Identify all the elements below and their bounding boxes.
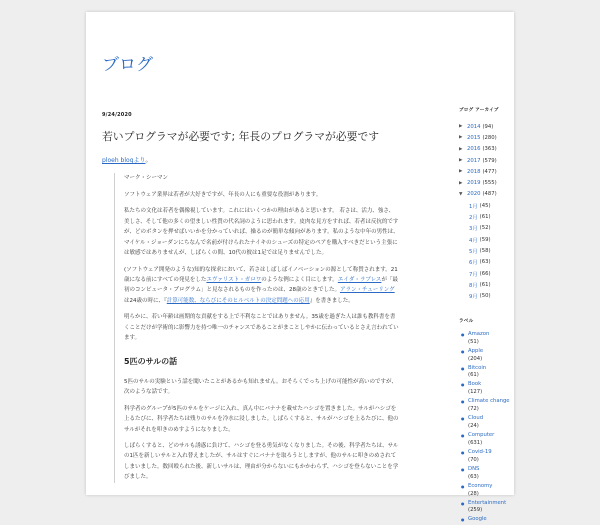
post-source [102, 155, 400, 164]
label-link[interactable]: Google [468, 516, 487, 523]
label-item [459, 516, 511, 524]
archive-count: (45) [479, 202, 491, 209]
label-count: (72) [468, 406, 479, 413]
archive-month [469, 245, 511, 256]
label-item [459, 432, 511, 448]
archive-month-link[interactable]: 5月 [469, 248, 478, 255]
bullet-icon: ● [461, 500, 465, 506]
archive-count: (52) [479, 225, 491, 232]
bullet-icon: ● [461, 365, 465, 371]
paragraph-6: 科学者のグループが5匹のサルをケージに入れ、真ん中にバナナを載せたハシゴを置きました。サルがハシゴを上るたびに、科学者たちは残りのサルを冷水に浸しました。しばらくすると、サルがハシゴを上るたびに、他のサルがそれを叩きのめすようになりました。 [124, 405, 399, 433]
archive-month-link[interactable]: 9月 [469, 294, 478, 301]
bullet-icon: ● [461, 466, 465, 472]
archive-year [459, 177, 511, 188]
paragraph-3-text-b: のような例によく目にします。 [261, 276, 338, 283]
archive-year [459, 121, 511, 132]
label-link[interactable]: Computer [468, 432, 495, 438]
blog-page [86, 12, 514, 523]
archive-month [469, 234, 511, 245]
archive-year [459, 132, 511, 143]
paragraph-3-text-d: は24歳の時に、『 [124, 297, 167, 304]
archive-month [469, 257, 511, 268]
archive-count: (94) [482, 123, 494, 130]
archive-heading: ブログ アーカイブ [459, 108, 499, 113]
archive-month-link[interactable]: 1月 [469, 203, 478, 210]
expand-arrow-icon[interactable]: ▶ [459, 180, 463, 186]
author-line: マーク・シーマン [124, 175, 169, 182]
archive-year-link[interactable]: 2018 [467, 168, 481, 175]
label-count: (70) [468, 456, 479, 463]
post-quote [114, 173, 399, 482]
archive-month-link[interactable]: 3月 [469, 226, 478, 233]
label-link[interactable]: Book [468, 381, 482, 388]
label-count: (204) [468, 355, 483, 362]
label-link[interactable]: DNS [468, 465, 480, 472]
label-link[interactable]: Covid-19 [468, 448, 492, 455]
archive-month [469, 268, 511, 279]
label-item [459, 381, 511, 397]
paragraph-7: しばらくすると、どのサルも誘惑に負けて、ハシゴを登る勇気がなくなりました。その後、科学者たちは、サルの1匹を新しいサルと入れ替えましたが、サルはすぐにバナナを取ろうとしますが、他のサルに叩きのめされてしまいました。数回殴られた後、新しいサルは、理由が分からないにもかかわらず、ハシゴを登らないことを学びました。 [124, 442, 399, 481]
archive-count: (66) [479, 270, 491, 277]
bullet-icon: ● [461, 433, 465, 438]
expand-arrow-icon[interactable]: ▶ [459, 135, 463, 141]
source-link[interactable]: ploeh blogより [102, 157, 146, 165]
paragraph-3 [124, 265, 399, 307]
archive-month-link[interactable]: 6月 [469, 260, 478, 267]
paragraph-5: 5匹のサルの実験という話を聞いたことがあるかも知れません。おそらくでっち上げの可能性が高いのですが、次のような話です。 [124, 378, 398, 396]
archive-year-link[interactable]: 2014 [467, 123, 481, 130]
label-count: (61) [468, 372, 479, 379]
archive-year-link[interactable]: 2017 [467, 157, 481, 164]
label-item [459, 398, 511, 414]
label-count: (259) [468, 507, 483, 514]
archive-count: (555) [482, 180, 497, 187]
archive-count: (50) [479, 293, 491, 300]
archive-count: (477) [482, 168, 497, 175]
source-suffix: 。 [145, 157, 152, 165]
label-link[interactable]: Apple [468, 347, 484, 354]
archive-month-link[interactable]: 4月 [469, 237, 478, 244]
expand-arrow-icon[interactable]: ▶ [459, 146, 463, 152]
paragraph-3-text-e: 』を書きました。 [309, 297, 354, 304]
bullet-icon: ● [461, 399, 465, 405]
archive-count: (61) [479, 214, 491, 221]
sidebar [459, 107, 511, 525]
label-link[interactable]: Climate change [468, 398, 510, 405]
label-link[interactable]: Amazon [468, 330, 490, 337]
paragraph-1: ソフトウェア業界は若者が大好きですが、年長の人にも重要な役割があります。 [124, 191, 322, 198]
label-count: (28) [468, 490, 479, 497]
section-heading: 5匹のサルの話 [124, 356, 178, 366]
label-item [459, 483, 511, 499]
label-item [459, 348, 511, 364]
blog-title-link[interactable]: ブログ [102, 55, 153, 75]
label-count: (63) [468, 473, 479, 480]
expand-arrow-icon[interactable]: ▶ [459, 158, 463, 164]
archive-month [469, 223, 511, 234]
bullet-icon: ● [461, 517, 465, 523]
expand-arrow-icon[interactable]: ▶ [459, 124, 463, 130]
archive-count: (579) [482, 157, 497, 164]
label-count: (631) [468, 439, 483, 446]
archive-count: (487) [482, 191, 497, 198]
archive-month [469, 279, 511, 290]
archive-count: (59) [479, 236, 491, 243]
bullet-icon: ● [461, 348, 465, 354]
archive-month [469, 211, 511, 222]
archive-count: (63) [479, 259, 491, 266]
archive-month [469, 200, 511, 211]
post-date: 9/24/2020 [102, 112, 132, 118]
label-item [459, 500, 511, 516]
paragraph-3-text-a: (ソフトウェア開発のような)知的な探求において、若さはしばしばイノベーションの源として称賛されます。21歳になる前にすべての発見をした [124, 266, 398, 283]
archive-year [459, 155, 511, 166]
archive-month-link[interactable]: 7月 [469, 271, 478, 278]
archive-month-link[interactable]: 2月 [469, 215, 478, 222]
label-count: (51) [468, 338, 479, 345]
archive-list [459, 121, 511, 302]
archive-month [469, 290, 511, 301]
label-item [459, 466, 511, 482]
archive-count: (363) [482, 146, 497, 153]
post-title: 若いプログラマが必要です; 年長のプログラマが必要です [102, 130, 379, 143]
paragraph-4: 明らかに、若い年齢は画期的な貢献をする上で不利なことではありません。35歳を過ぎた人は誰も教科書を書くことだけが学術的に影響力を持つ唯一のチャンスであることがまことしやかに伝わっているとさえ言われています。 [124, 314, 399, 342]
label-item [459, 331, 511, 347]
archive-year-link[interactable]: 2020 [467, 191, 481, 198]
archive-year [459, 144, 511, 155]
expand-arrow-icon[interactable]: ▶ [459, 169, 463, 175]
collapse-arrow-icon[interactable]: ▼ [459, 191, 463, 197]
label-link[interactable]: Economy [468, 482, 493, 489]
computable-numbers-link[interactable]: 計算可能数、ならびにそのヒルベルトの決定問題への応用 [166, 297, 310, 304]
turing-link[interactable]: アラン・チューリング [339, 287, 395, 294]
bullet-icon: ● [461, 449, 465, 455]
archive-count: (58) [479, 247, 491, 254]
post-area [102, 112, 400, 489]
archive-month-list [459, 200, 511, 302]
archive-year-link[interactable]: 2016 [467, 146, 481, 153]
archive-year-link[interactable]: 2015 [467, 134, 481, 141]
label-count: (127) [468, 389, 483, 396]
archive-count: (280) [482, 134, 497, 141]
galois-link[interactable]: エヴァリスト・ガロワ [206, 276, 262, 283]
paragraph-3-text-c: が「最初のコンピュータ・プログラム」と見なされるものを作ったのは、28歳のときでした。 [124, 276, 398, 294]
label-link[interactable]: Entertainment [468, 499, 507, 506]
archive-year [459, 166, 511, 177]
archive-year-link[interactable]: 2019 [467, 180, 481, 187]
bullet-icon: ● [461, 483, 465, 489]
archive-count: (61) [479, 281, 491, 288]
lovelace-link[interactable]: エイダ・ラブレス [337, 276, 382, 283]
bullet-icon: ● [461, 416, 465, 422]
label-list [459, 331, 511, 525]
label-item [459, 365, 511, 381]
label-item [459, 415, 511, 431]
label-count: (24) [468, 423, 479, 430]
bullet-icon: ● [461, 331, 465, 337]
labels-heading: ラベル [459, 318, 474, 324]
bullet-icon: ● [461, 382, 465, 388]
archive-year [459, 189, 511, 200]
archive-month-link[interactable]: 8月 [469, 282, 478, 289]
label-item [459, 449, 511, 465]
paragraph-2: 私たちの文化は若者を偶像視しています。これにはいくつかの理由があると思います。 若さは、活力、強さ、美しさ、そして他の多くの望ましい性質の代名詞のように思われます。皮肉な見方をすれば、若者は反抗的ですが、どのボタンを押せばいいかを分かっていれば、操るのが簡単な傾向があります。私のような中年の男性は、マイケル・ジョーダンにちなんで名前が付けられたナイキのシューズの特定のペアを購入すべきだという主張には敏感ではありませんが、しばらくの間、10代の彼は1足では足りませんでした。 [124, 208, 399, 257]
label-link[interactable]: Cloud [468, 415, 484, 422]
label-link[interactable]: Bitcoin [468, 364, 487, 371]
